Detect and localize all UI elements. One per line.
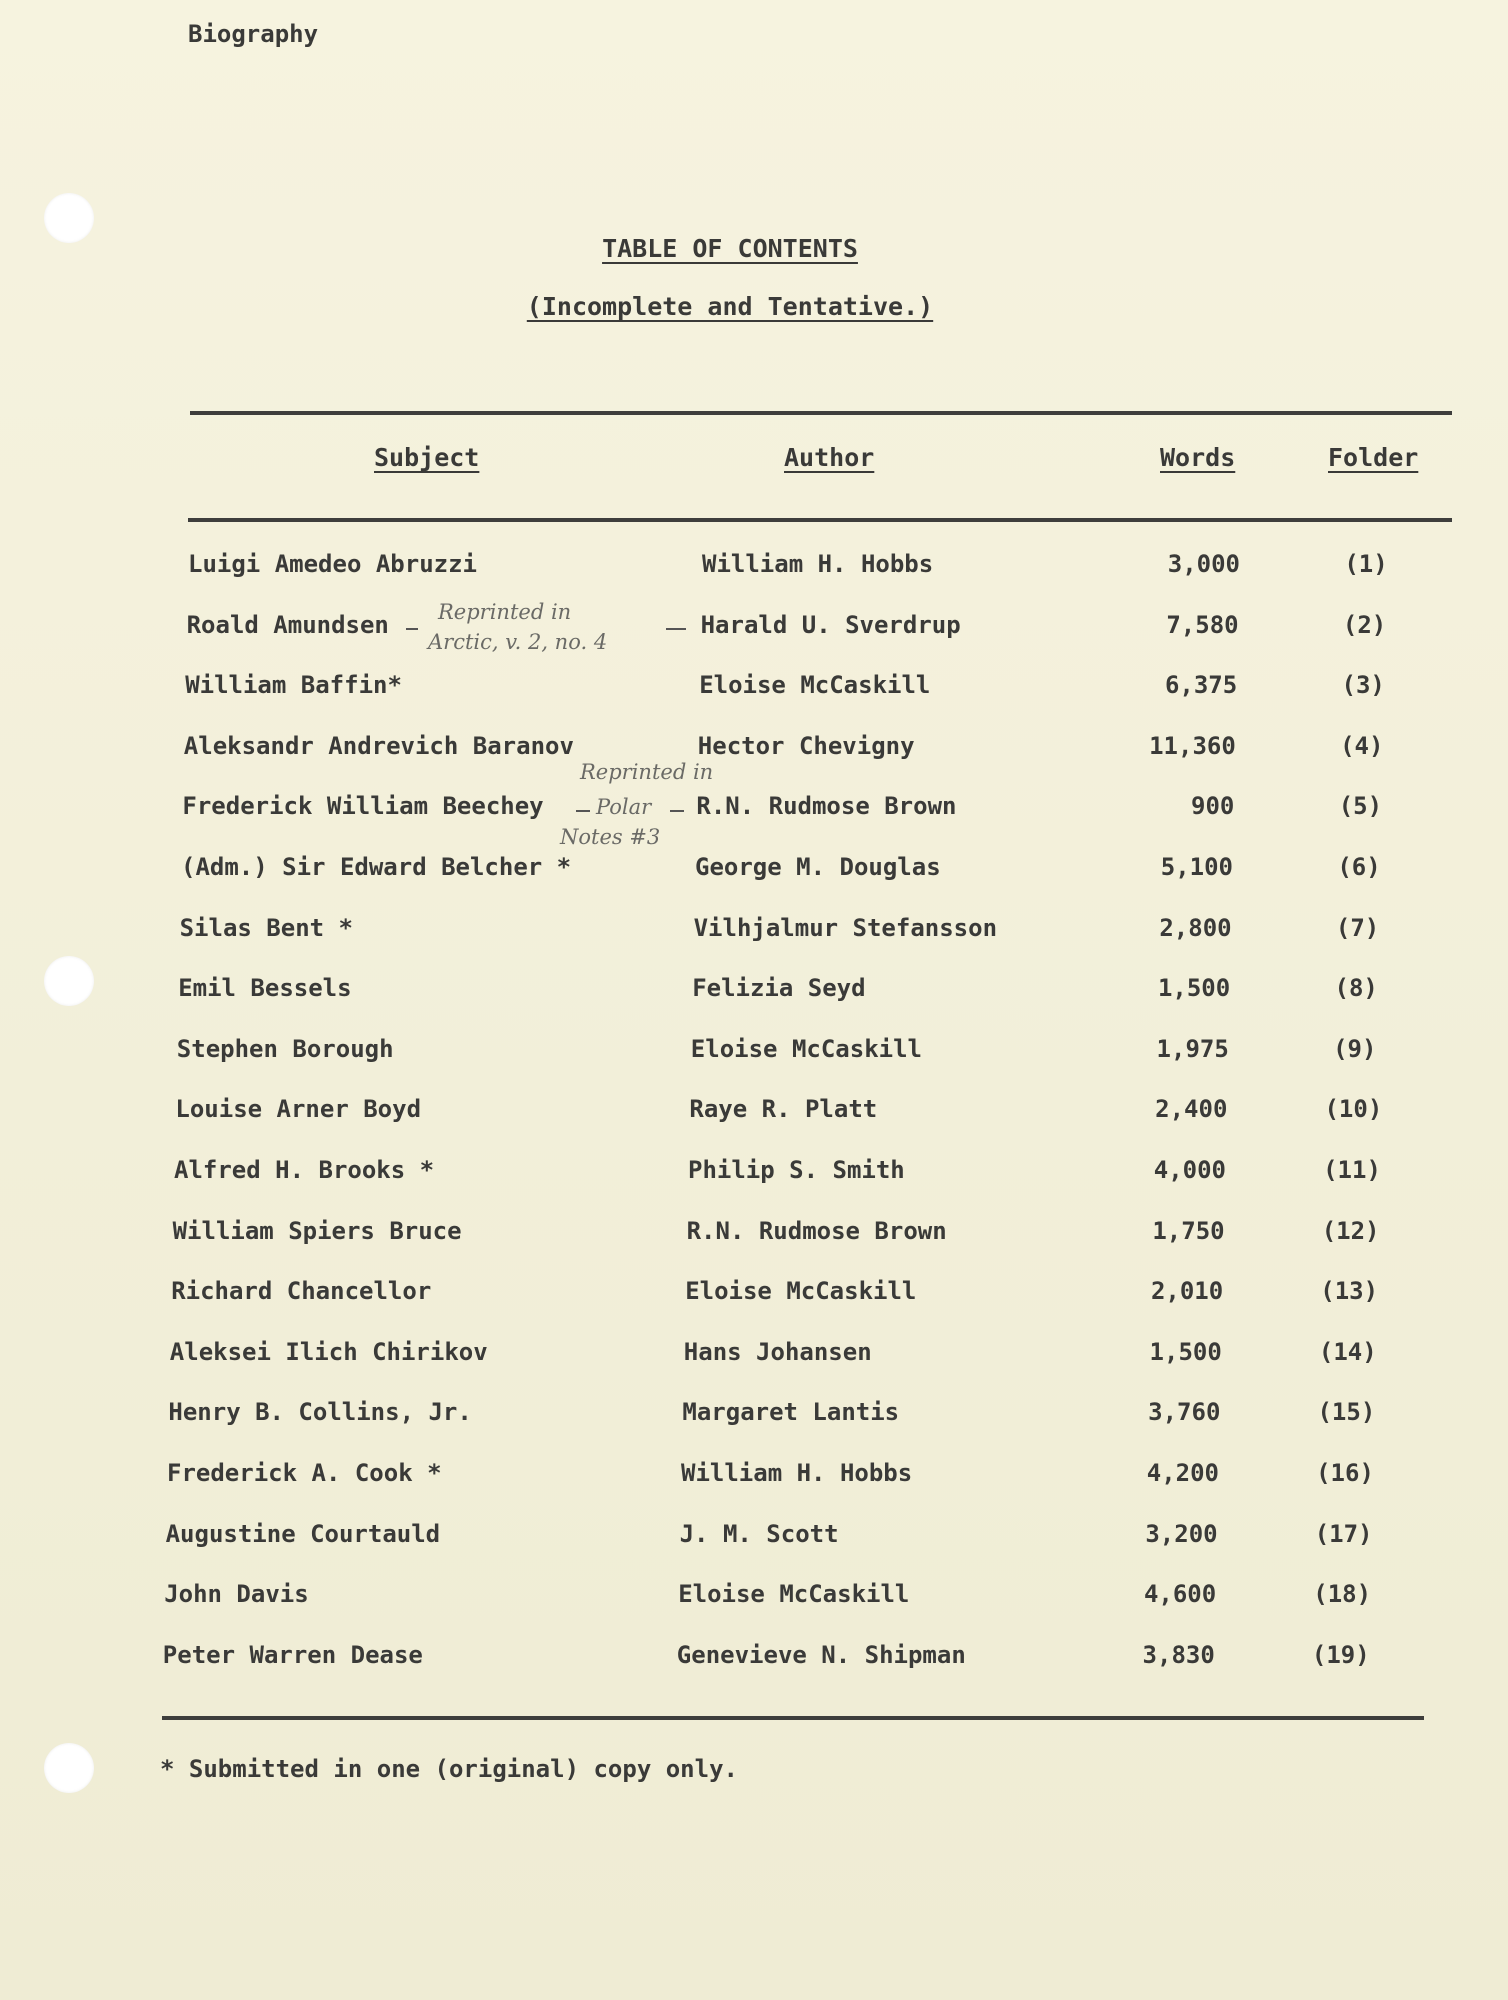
folder-cell: (13) bbox=[1320, 1277, 1379, 1306]
subject-cell: Peter Warren Dease bbox=[162, 1640, 423, 1669]
folder-cell: (7) bbox=[1335, 913, 1380, 942]
handwritten-dash bbox=[666, 628, 686, 630]
subject-cell: Alfred H. Brooks * bbox=[174, 1156, 435, 1184]
words-cell: 6,375 bbox=[1164, 671, 1238, 700]
words-cell: 3,200 bbox=[1145, 1519, 1218, 1548]
words-cell: 4,000 bbox=[1153, 1156, 1226, 1184]
table-row bbox=[0, 1035, 1508, 1075]
subject-cell: Augustine Courtauld bbox=[165, 1519, 441, 1548]
words-cell: 2,800 bbox=[1159, 913, 1232, 942]
subject-cell: Henry B. Collins, Jr. bbox=[168, 1398, 472, 1427]
words-cell: 1,500 bbox=[1149, 1337, 1222, 1366]
table-row bbox=[0, 611, 1508, 651]
table-row bbox=[0, 1520, 1508, 1560]
author-cell: Harald U. Sverdrup bbox=[700, 610, 961, 639]
table-row bbox=[0, 732, 1508, 772]
words-cell: 1,500 bbox=[1157, 974, 1231, 1003]
words-cell: 3,760 bbox=[1148, 1398, 1221, 1427]
table-row bbox=[0, 1459, 1508, 1499]
folder-cell: (16) bbox=[1316, 1459, 1374, 1487]
subject-cell: Emil Bessels bbox=[178, 974, 352, 1003]
subject-cell: Stephen Borough bbox=[176, 1034, 394, 1063]
subject-cell: Luigi Amedeo Abruzzi bbox=[188, 550, 477, 578]
handwritten-note: Notes #3 bbox=[560, 825, 661, 849]
subject-cell: Louise Arner Boyd bbox=[175, 1095, 422, 1124]
author-cell: Philip S. Smith bbox=[688, 1156, 905, 1184]
subject-cell: (Adm.) Sir Edward Belcher * bbox=[181, 853, 572, 881]
folder-cell: (10) bbox=[1324, 1095, 1383, 1124]
words-cell: 900 bbox=[1191, 792, 1235, 821]
words-cell: 5,100 bbox=[1160, 853, 1233, 881]
author-cell: William H. Hobbs bbox=[702, 550, 934, 578]
handwritten-dash bbox=[576, 810, 590, 812]
folder-cell: (14) bbox=[1318, 1337, 1377, 1366]
folder-cell: (4) bbox=[1340, 731, 1384, 760]
author-cell: Genevieve N. Shipman bbox=[676, 1640, 966, 1669]
words-cell: 2,010 bbox=[1150, 1277, 1224, 1306]
table-row bbox=[0, 671, 1508, 711]
column-header-author: Author bbox=[784, 443, 875, 472]
author-cell: Hans Johansen bbox=[683, 1337, 872, 1366]
subject-cell: John Davis bbox=[164, 1580, 309, 1609]
table-row bbox=[0, 1580, 1508, 1620]
column-header-subject: Subject bbox=[374, 443, 480, 472]
author-cell: Hector Chevigny bbox=[697, 731, 915, 760]
folder-cell: (11) bbox=[1323, 1156, 1381, 1184]
words-cell: 11,360 bbox=[1149, 731, 1236, 760]
words-cell: 4,600 bbox=[1143, 1580, 1217, 1609]
folder-cell: (5) bbox=[1338, 792, 1383, 821]
table-row bbox=[0, 1398, 1508, 1438]
column-header-words: Words bbox=[1160, 443, 1236, 472]
author-cell: Eloise McCaskill bbox=[678, 1580, 910, 1609]
table-row bbox=[0, 1095, 1508, 1135]
author-cell: Margaret Lantis bbox=[682, 1398, 900, 1427]
handwritten-dash bbox=[670, 810, 684, 812]
author-cell: Eloise McCaskill bbox=[699, 671, 931, 700]
words-cell: 3,000 bbox=[1167, 550, 1240, 578]
table-row bbox=[0, 1217, 1508, 1257]
table-row bbox=[0, 1641, 1508, 1681]
words-cell: 7,580 bbox=[1166, 610, 1239, 639]
subject-cell: Silas Bent * bbox=[179, 913, 353, 942]
table-row bbox=[0, 792, 1508, 832]
table-row bbox=[0, 550, 1508, 590]
words-cell: 4,200 bbox=[1146, 1459, 1219, 1487]
folder-cell: (2) bbox=[1342, 610, 1387, 639]
words-cell: 3,830 bbox=[1142, 1640, 1215, 1669]
subject-cell: William Spiers Bruce bbox=[172, 1216, 462, 1245]
author-cell: Eloise McCaskill bbox=[690, 1034, 922, 1063]
subject-cell: Aleksei Ilich Chirikov bbox=[169, 1337, 488, 1366]
folder-cell: (1) bbox=[1344, 550, 1388, 578]
folder-cell: (19) bbox=[1311, 1640, 1370, 1669]
folder-cell: (17) bbox=[1314, 1519, 1373, 1548]
author-cell: R.N. Rudmose Brown bbox=[696, 792, 957, 821]
subject-cell: Frederick William Beechey bbox=[182, 792, 544, 821]
words-cell: 1,750 bbox=[1152, 1216, 1225, 1245]
folder-cell: (6) bbox=[1337, 853, 1381, 881]
handwritten-note: Arctic, v. 2, no. 4 bbox=[428, 630, 608, 654]
punch-hole bbox=[44, 1743, 94, 1793]
folder-cell: (12) bbox=[1321, 1216, 1380, 1245]
folder-cell: (9) bbox=[1333, 1034, 1377, 1063]
bottom-rule bbox=[162, 1716, 1424, 1720]
subject-cell: Richard Chancellor bbox=[171, 1277, 432, 1306]
subject-cell: Frederick A. Cook * bbox=[167, 1459, 442, 1487]
author-cell: J. M. Scott bbox=[679, 1519, 839, 1548]
table-row bbox=[0, 974, 1508, 1014]
author-cell: Felizia Seyd bbox=[692, 974, 866, 1003]
author-cell: R.N. Rudmose Brown bbox=[686, 1216, 947, 1245]
page-subtitle: (Incomplete and Tentative.) bbox=[526, 292, 934, 321]
handwritten-dash bbox=[406, 628, 418, 630]
table-row bbox=[0, 1277, 1508, 1317]
table-row bbox=[0, 853, 1508, 893]
folder-cell: (3) bbox=[1341, 671, 1385, 700]
author-cell: Raye R. Platt bbox=[689, 1095, 878, 1124]
subject-cell: Aleksandr Andrevich Baranov bbox=[183, 731, 574, 760]
folder-cell: (18) bbox=[1313, 1580, 1372, 1609]
handwritten-note: Polar bbox=[596, 795, 652, 819]
page-title: TABLE OF CONTENTS bbox=[602, 234, 858, 263]
subject-cell: William Baffin* bbox=[185, 671, 402, 700]
words-cell: 2,400 bbox=[1155, 1095, 1228, 1124]
section-label: Biography bbox=[188, 20, 319, 48]
table-row bbox=[0, 1338, 1508, 1378]
top-rule bbox=[190, 411, 1452, 415]
handwritten-note: Reprinted in bbox=[438, 600, 572, 624]
subject-cell: Roald Amundsen bbox=[186, 610, 389, 639]
folder-cell: (8) bbox=[1334, 974, 1378, 1003]
author-cell: George M. Douglas bbox=[695, 853, 941, 881]
header-rule bbox=[188, 518, 1452, 522]
column-header-folder: Folder bbox=[1328, 443, 1419, 472]
folder-cell: (15) bbox=[1317, 1398, 1376, 1427]
words-cell: 1,975 bbox=[1156, 1034, 1229, 1063]
table-row bbox=[0, 914, 1508, 954]
author-cell: Vilhjalmur Stefansson bbox=[693, 913, 998, 942]
footnote: * Submitted in one (original) copy only. bbox=[160, 1755, 738, 1783]
author-cell: William H. Hobbs bbox=[681, 1459, 913, 1487]
table-row bbox=[0, 1156, 1508, 1196]
author-cell: Eloise McCaskill bbox=[685, 1277, 917, 1306]
handwritten-note: Reprinted in bbox=[580, 760, 714, 784]
